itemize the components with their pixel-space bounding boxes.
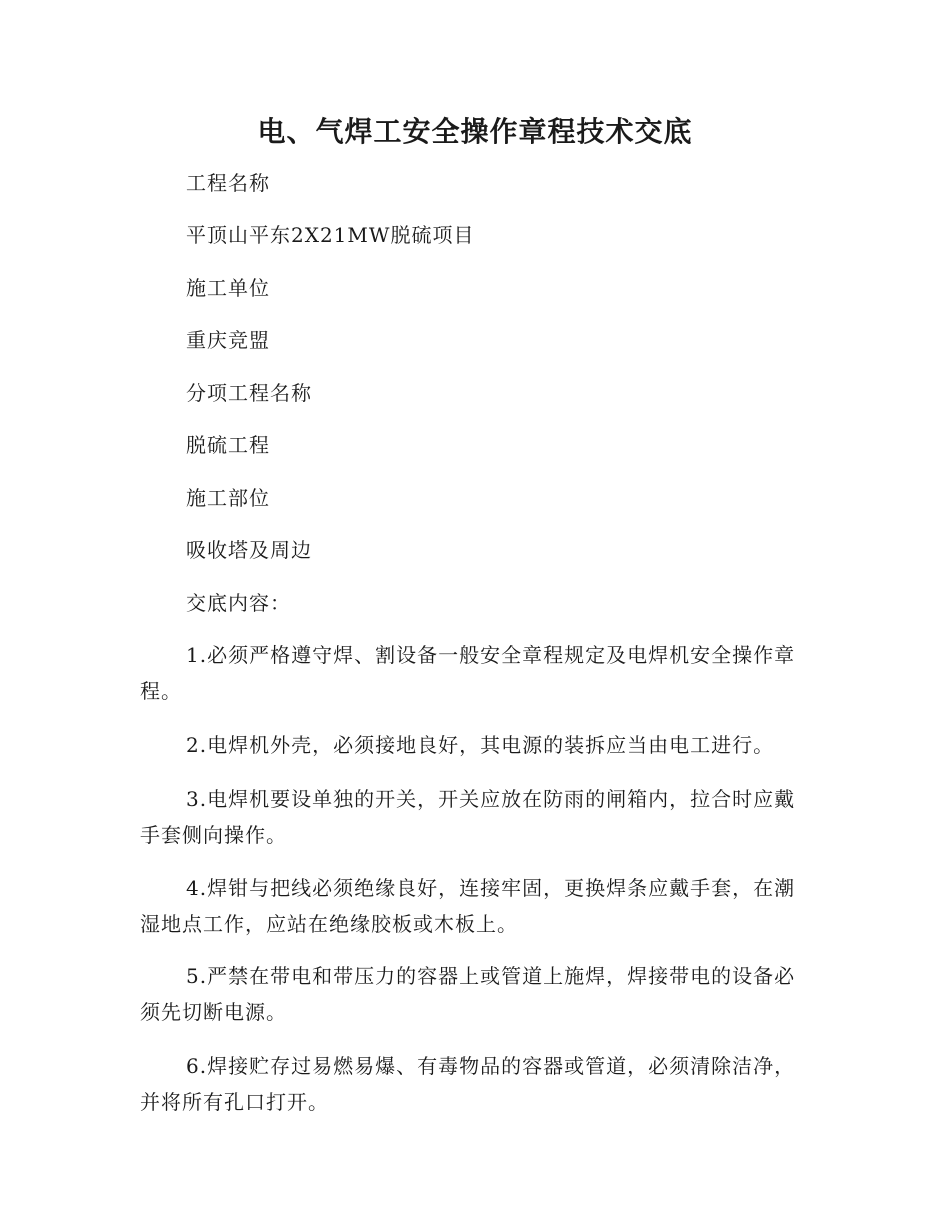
document-title: 电、气焊工安全操作章程技术交底 <box>257 115 693 148</box>
field-construction-unit-value: 重庆竞盟 <box>186 328 270 352</box>
paragraph-item-2: 2.电焊机外壳，必须接地良好，其电源的装拆应当由电工进行。 <box>186 733 775 757</box>
paragraph-item-1: 1.必须严格遵守焊、割设备一般安全章程规定及电焊机安全操作章程。 <box>140 643 796 703</box>
paragraph-item-6: 6.焊接贮存过易燃易爆、有毒物品的容器或管道，必须清除洁净，并将所有孔口打开。 <box>140 1054 796 1114</box>
paragraph-item-3: 3.电焊机要设单独的开关，开关应放在防雨的闸箱内，拉合时应戴手套侧向操作。 <box>140 787 796 847</box>
field-briefing-content-label: 交底内容： <box>186 591 291 615</box>
field-subproject-name-value: 脱硫工程 <box>186 433 270 457</box>
field-construction-location-label: 施工部位 <box>186 486 270 510</box>
field-subproject-name-label: 分项工程名称 <box>186 381 312 405</box>
paragraph-item-5: 5.严禁在带电和带压力的容器上或管道上施焊，焊接带电的设备必须先切断电源。 <box>140 964 796 1024</box>
paragraph-item-4: 4.焊钳与把线必须绝缘良好，连接牢固，更换焊条应戴手套，在潮湿地点工作，应站在绝缘胶板或木板上。 <box>140 876 796 936</box>
field-project-name-label: 工程名称 <box>186 171 270 195</box>
field-construction-unit-label: 施工单位 <box>186 276 270 300</box>
field-construction-location-value: 吸收塔及周边 <box>186 538 312 562</box>
field-project-name-value: 平顶山平东2X21MW脱硫项目 <box>186 223 475 247</box>
